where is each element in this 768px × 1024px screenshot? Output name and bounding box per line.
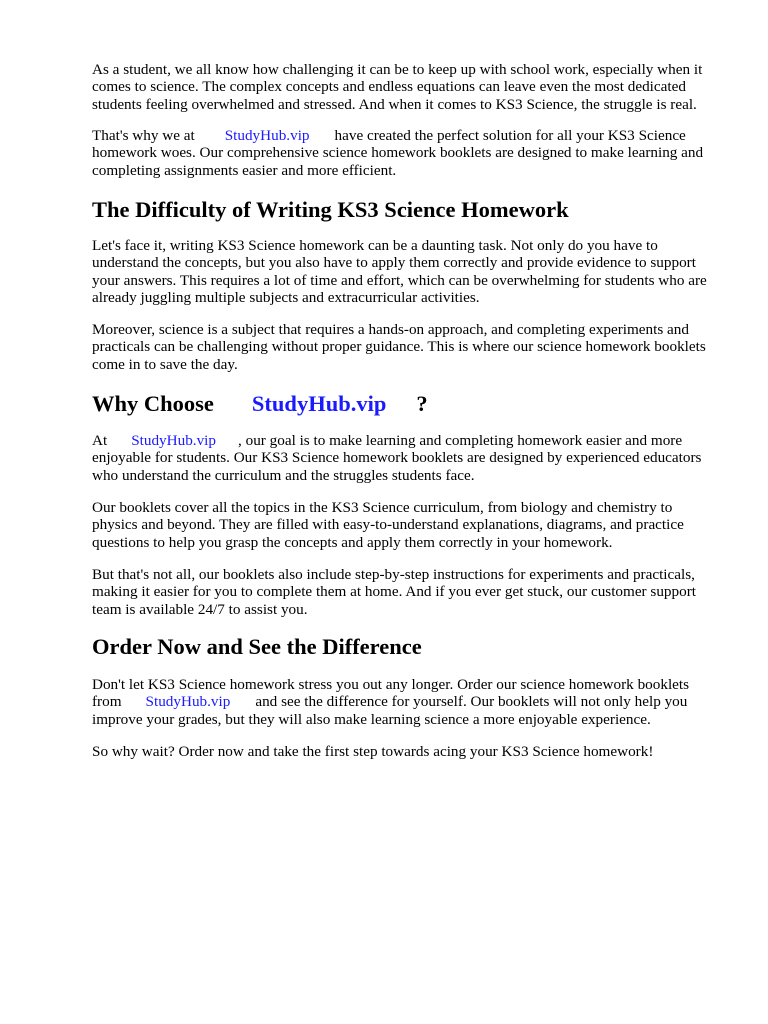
section-heading-difficulty: The Difficulty of Writing KS3 Science Homework (92, 197, 569, 222)
section1-paragraph-2 (92, 321, 732, 373)
paragraph-line: Don't let KS3 Science homework stress you out any longer. Order our science homework booklets (92, 676, 690, 693)
studyhub-link[interactable]: StudyHub.vip (145, 693, 231, 711)
paragraph-line: practicals can be challenging without proper guidance. This is where our science homework booklets (92, 338, 706, 356)
intro-paragraph-2 (92, 127, 732, 179)
paragraph-line: Let's face it, writing KS3 Science homework can be a daunting task. Not only do you have to (92, 237, 658, 254)
paragraph-line: enjoyable for students. Our KS3 Science homework booklets are designed by experienced educators (92, 449, 702, 467)
heading-text: ? (416, 391, 428, 416)
paragraph-line: who understand the curriculum and the struggles students face. (92, 466, 475, 484)
section2-paragraph-3 (92, 566, 732, 618)
paragraph-line: homework woes. Our comprehensive science homework booklets are designed to make learning and (92, 144, 704, 162)
paragraph-line: come in to save the day. (92, 355, 238, 373)
paragraph-text: That's why we at (92, 127, 195, 144)
paragraph-text: , our goal is to make learning and completing homework easier and more (238, 432, 683, 449)
section-heading-why-choose (92, 391, 428, 417)
paragraph-line: Moreover, science is a subject that requires a hands-on approach, and completing experiments and (92, 321, 689, 338)
section3-paragraph-2 (92, 743, 732, 760)
paragraph-line: physics and beyond. They are filled with easy-to-understand explanations, diagrams, and practice (92, 516, 684, 534)
section2-paragraph-2 (92, 499, 732, 551)
heading-text: Why Choose (92, 391, 214, 416)
section-heading-order-now: Order Now and See the Difference (92, 634, 422, 659)
paragraph-line: your answers. This requires a lot of time and effort, which can be overwhelming for students who are (92, 271, 707, 289)
paragraph-line: improve your grades, but they will also make learning science a more enjoyable experience. (92, 710, 651, 728)
section1-paragraph-1 (92, 237, 732, 307)
paragraph-line: students feeling overwhelmed and stressed. And when it comes to KS3 Science, the struggle is real. (92, 95, 697, 113)
paragraph-line: completing assignments easier and more efficient. (92, 161, 397, 179)
section3-paragraph-1 (92, 676, 732, 728)
paragraph-text: have created the perfect solution for all your KS3 Science (334, 127, 686, 144)
intro-paragraph (92, 61, 732, 113)
paragraph-line: understand the concepts, but you also have to apply them correctly and provide evidence to support (92, 254, 696, 272)
paragraph-line: As a student, we all know how challenging it can be to keep up with school work, especially when it (92, 61, 703, 78)
studyhub-link[interactable]: StudyHub.vip (224, 127, 310, 144)
paragraph-text: and see the difference for yourself. Our booklets will not only help you (255, 693, 688, 711)
paragraph-line: But that's not all, our booklets also include step-by-step instructions for experiments and practicals, (92, 566, 695, 583)
paragraph-line: Our booklets cover all the topics in the KS3 Science curriculum, from biology and chemistry to (92, 499, 673, 516)
paragraph-line: So why wait? Order now and take the first step towards acing your KS3 Science homework! (92, 743, 654, 760)
paragraph-text: At (92, 432, 108, 449)
paragraph-text: from (92, 693, 122, 711)
paragraph-line: comes to science. The complex concepts and endless equations can leave even the most dedicated (92, 78, 686, 96)
paragraph-line: making it easier for you to complete them at home. And if you ever get stuck, our customer support (92, 583, 696, 601)
paragraph-line (92, 127, 732, 144)
paragraph-line (92, 693, 732, 710)
studyhub-heading-link[interactable]: StudyHub.vip (251, 391, 387, 416)
section2-paragraph-1 (92, 432, 732, 484)
paragraph-line: team is available 24/7 to assist you. (92, 600, 308, 618)
paragraph-line (92, 432, 732, 449)
paragraph-line: questions to help you grasp the concepts and apply them correctly in your homework. (92, 533, 613, 551)
paragraph-line: already juggling multiple subjects and extracurricular activities. (92, 289, 480, 307)
studyhub-link[interactable]: StudyHub.vip (131, 432, 216, 449)
